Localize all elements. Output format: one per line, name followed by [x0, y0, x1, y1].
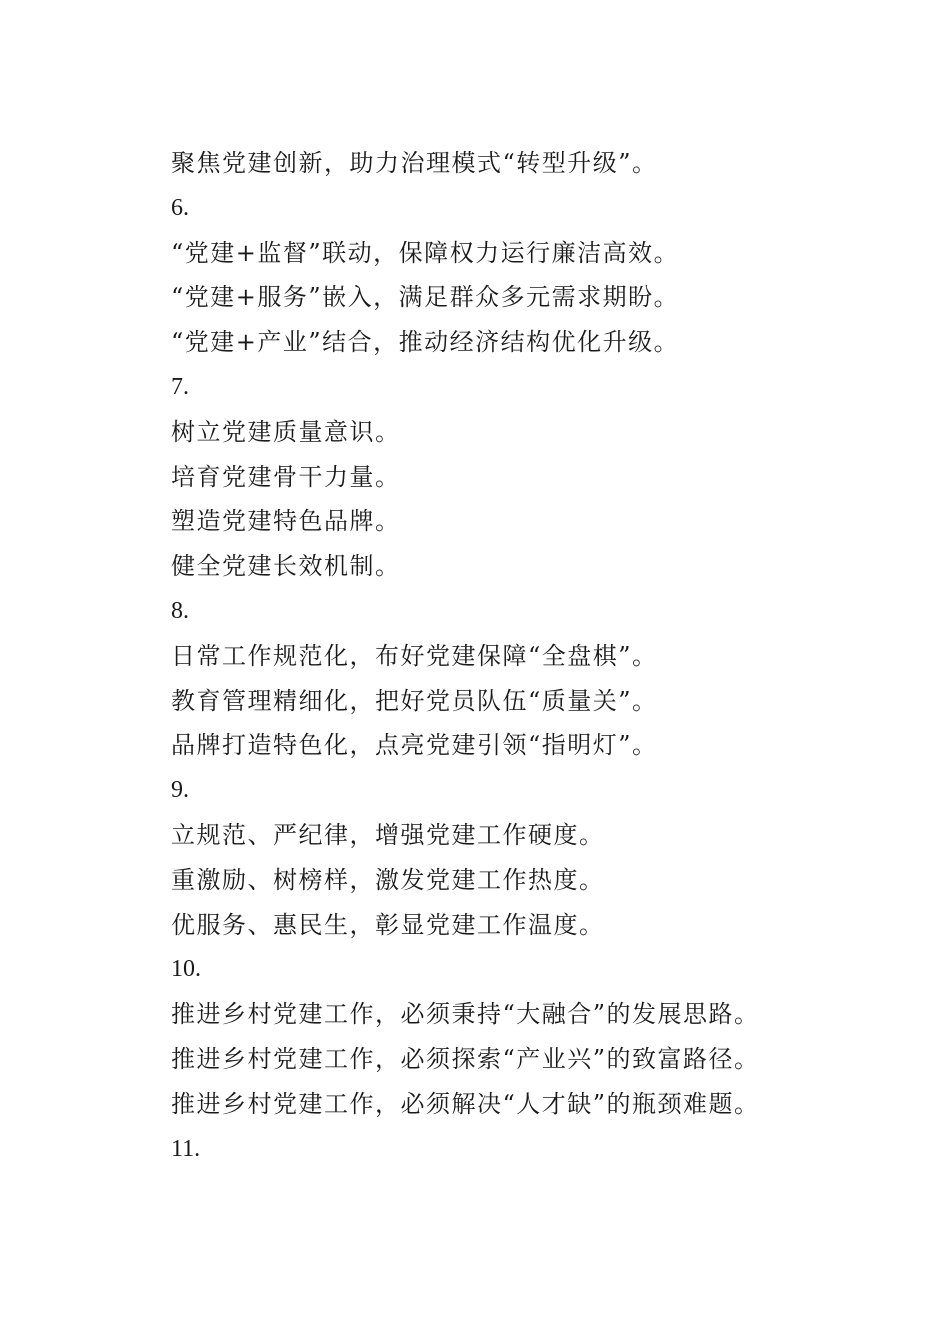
text-line: 教育管理精细化，把好党员队伍“质量关”。: [171, 686, 658, 715]
text-line: “党建+产业”结合，推动经济结构优化升级。: [171, 328, 680, 357]
text-line: 培育党建骨干力量。: [171, 462, 401, 491]
section-number: 11.: [171, 1135, 201, 1162]
text-line: “党建+监督”联动，保障权力运行廉洁高效。: [171, 238, 680, 267]
text-line: 健全党建长效机制。: [171, 552, 401, 581]
text-line: “党建+服务”嵌入，满足群众多元需求期盼。: [171, 283, 680, 312]
section-number: 6.: [171, 194, 189, 221]
text-line: 推进乡村党建工作，必须秉持“大融合”的发展思路。: [171, 1000, 760, 1029]
section-number: 8.: [171, 597, 189, 624]
text-line: 日常工作规范化，布好党建保障“全盘棋”。: [171, 641, 658, 670]
text-line: 推进乡村党建工作，必须解决“人才缺”的瓶颈难题。: [171, 1089, 760, 1118]
text-line: 重激励、树榜样，激发党建工作热度。: [171, 865, 605, 894]
text-line: 树立党建质量意识。: [171, 417, 401, 446]
text-line: 塑造党建特色品牌。: [171, 507, 401, 536]
text-line: 推进乡村党建工作，必须探索“产业兴”的致富路径。: [171, 1044, 760, 1073]
text-line: 立规范、严纪律，增强党建工作硬度。: [171, 820, 605, 849]
section-number: 7.: [171, 373, 189, 400]
section-number: 10.: [171, 956, 201, 983]
text-line: 优服务、惠民生，彰显党建工作温度。: [171, 910, 605, 939]
document-body: [171, 141, 891, 1171]
text-line: 品牌打造特色化，点亮党建引领“指明灯”。: [171, 731, 658, 760]
section-number: 9.: [171, 777, 189, 804]
text-line: 聚焦党建创新，助力治理模式“转型升级”。: [171, 149, 658, 177]
